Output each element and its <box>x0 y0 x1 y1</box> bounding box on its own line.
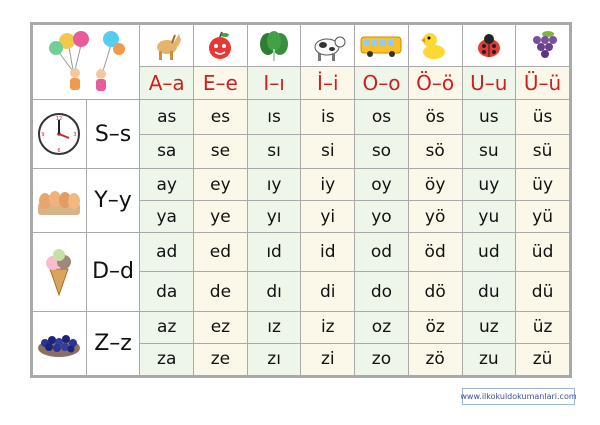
syllable-row <box>33 100 570 135</box>
consonant-label: Z–z <box>86 311 140 375</box>
syllable-cell: di <box>301 272 355 311</box>
syllable-cell: se <box>194 134 248 169</box>
syllable-row <box>33 311 570 343</box>
syllable-cell: zi <box>301 343 355 375</box>
header-icon-cell-1 <box>194 25 248 67</box>
kids-with-balloons-icon <box>41 27 131 97</box>
syllable-cell: ız <box>247 311 301 343</box>
svg-text:3: 3 <box>73 132 77 138</box>
consonant-label: D–d <box>86 233 140 311</box>
vowel-header: E–e <box>194 67 248 100</box>
vowel-header: O–o <box>355 67 409 100</box>
syllable-cell: oy <box>355 169 409 201</box>
syllable-cell: du <box>462 272 516 311</box>
svg-text:6: 6 <box>57 148 61 154</box>
syllable-cell: ay <box>140 169 194 201</box>
syllable-cell: de <box>194 272 248 311</box>
syllable-cell: üy <box>516 169 570 201</box>
duck-icon <box>418 29 452 63</box>
bus-icon <box>359 31 403 61</box>
consonant-image-cell <box>33 100 87 169</box>
syllable-cell: do <box>355 272 409 311</box>
syllable-cell: id <box>301 233 355 272</box>
syllable-row <box>33 233 570 272</box>
spinach-icon <box>256 29 292 63</box>
vowel-header: Ü–ü <box>516 67 570 100</box>
syllable-cell: as <box>140 100 194 135</box>
header-icon-row <box>33 25 570 67</box>
syllable-cell: ye <box>194 201 248 233</box>
syllable-cell: os <box>355 100 409 135</box>
syllable-cell: za <box>140 343 194 375</box>
syllable-cell: so <box>355 134 409 169</box>
syllable-cell: yı <box>247 201 301 233</box>
header-icon-cell-4 <box>355 25 409 67</box>
vowel-header: A–a <box>140 67 194 100</box>
syllable-cell: ıd <box>247 233 301 272</box>
syllable-cell: dö <box>408 272 462 311</box>
syllable-cell: ös <box>408 100 462 135</box>
ladybug-icon <box>472 29 506 63</box>
syllable-cell: es <box>194 100 248 135</box>
syllable-cell: yö <box>408 201 462 233</box>
syllable-cell: ud <box>462 233 516 272</box>
syllable-cell: us <box>462 100 516 135</box>
ice-cream-icon <box>41 247 77 297</box>
syllable-cell: od <box>355 233 409 272</box>
syllable-cell: zu <box>462 343 516 375</box>
syllable-cell: ey <box>194 169 248 201</box>
syllable-cell: sö <box>408 134 462 169</box>
syllable-cell: yu <box>462 201 516 233</box>
clock-icon <box>37 112 81 156</box>
corner-illustration-cell <box>33 25 140 100</box>
syllable-cell: yi <box>301 201 355 233</box>
syllable-cell: ya <box>140 201 194 233</box>
syllable-cell: zö <box>408 343 462 375</box>
consonant-label: Y–y <box>86 169 140 233</box>
syllable-cell: sı <box>247 134 301 169</box>
header-icon-cell-6 <box>462 25 516 67</box>
header-icon-cell-3 <box>301 25 355 67</box>
eggs-icon <box>35 183 83 219</box>
syllable-table <box>32 24 570 376</box>
header-icon-cell-5 <box>408 25 462 67</box>
syllable-cell: yü <box>516 201 570 233</box>
vowel-header: I–ı <box>247 67 301 100</box>
header-icon-cell-2 <box>247 25 301 67</box>
consonant-image-cell <box>33 233 87 311</box>
syllable-row <box>33 169 570 201</box>
header-icon-cell-7 <box>516 25 570 67</box>
syllable-cell: dü <box>516 272 570 311</box>
consonant-label: S–s <box>86 100 140 169</box>
syllable-grid <box>30 22 572 378</box>
syllable-cell: iz <box>301 311 355 343</box>
syllable-cell: yo <box>355 201 409 233</box>
syllable-cell: öy <box>408 169 462 201</box>
header-icon-cell-0 <box>140 25 194 67</box>
svg-text:9: 9 <box>41 132 45 138</box>
syllable-cell: üz <box>516 311 570 343</box>
syllable-cell: ıs <box>247 100 301 135</box>
syllable-cell: ad <box>140 233 194 272</box>
grapes-icon <box>526 28 560 64</box>
syllable-cell: su <box>462 134 516 169</box>
syllable-cell: zü <box>516 343 570 375</box>
syllable-cell: ed <box>194 233 248 272</box>
consonant-image-cell <box>33 169 87 233</box>
syllable-cell: oz <box>355 311 409 343</box>
syllable-cell: da <box>140 272 194 311</box>
syllable-cell: dı <box>247 272 301 311</box>
cow-icon <box>309 29 347 63</box>
syllable-cell: öz <box>408 311 462 343</box>
syllable-cell: is <box>301 100 355 135</box>
consonant-image-cell <box>33 311 87 375</box>
blueberries-icon <box>35 326 83 360</box>
syllable-cell: sa <box>140 134 194 169</box>
syllable-cell: uy <box>462 169 516 201</box>
horse-icon <box>150 29 184 63</box>
svg-text:12: 12 <box>56 116 63 122</box>
syllable-cell: si <box>301 134 355 169</box>
syllable-cell: zı <box>247 343 301 375</box>
syllable-cell: öd <box>408 233 462 272</box>
syllable-cell: üd <box>516 233 570 272</box>
syllable-cell: uz <box>462 311 516 343</box>
vowel-header: U–u <box>462 67 516 100</box>
apple-icon <box>203 29 237 63</box>
syllable-cell: sü <box>516 134 570 169</box>
website-link[interactable]: www.ilkokuldokumanlari.com <box>462 388 575 405</box>
syllable-cell: az <box>140 311 194 343</box>
vowel-header: Ö–ö <box>408 67 462 100</box>
syllable-cell: ez <box>194 311 248 343</box>
syllable-cell: ze <box>194 343 248 375</box>
syllable-cell: iy <box>301 169 355 201</box>
syllable-cell: üs <box>516 100 570 135</box>
syllable-cell: zo <box>355 343 409 375</box>
syllable-cell: ıy <box>247 169 301 201</box>
vowel-header: İ–i <box>301 67 355 100</box>
